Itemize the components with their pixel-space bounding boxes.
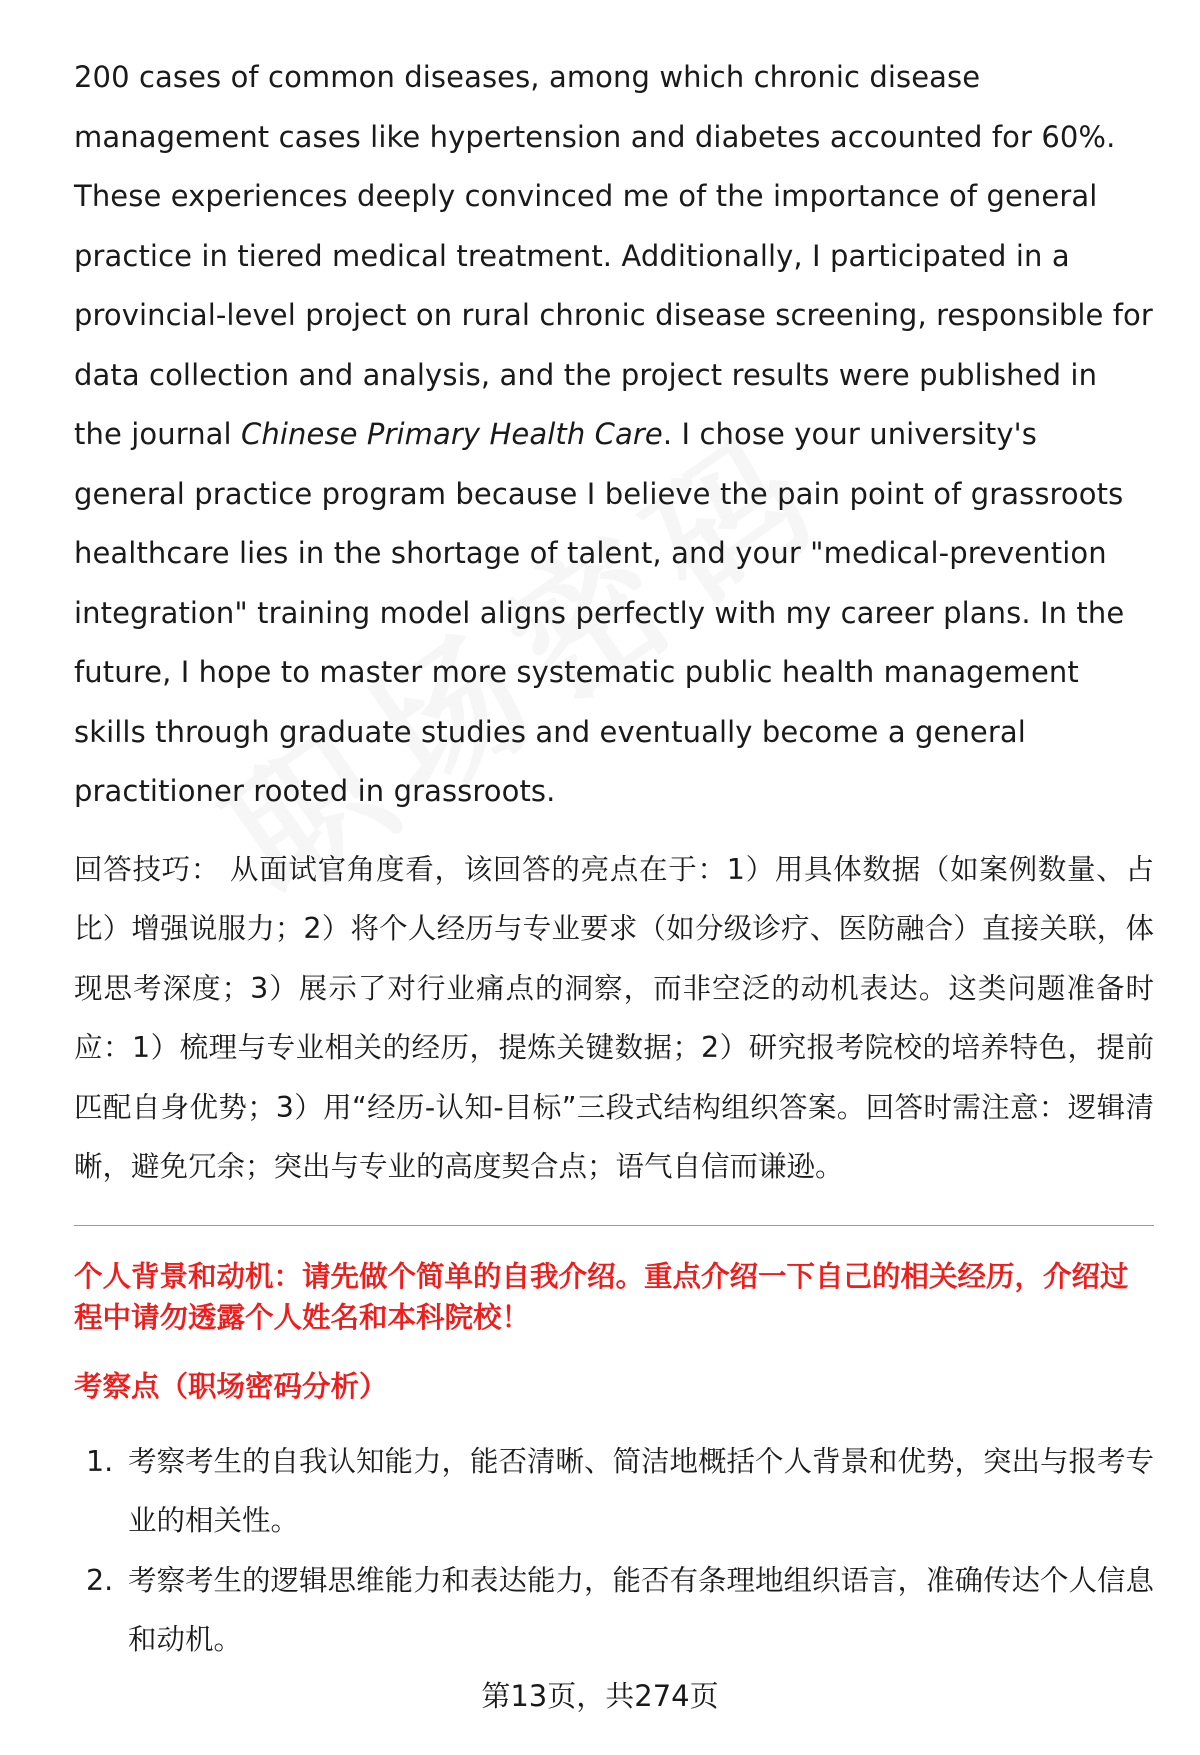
list-item-number: 1. bbox=[86, 1444, 114, 1478]
list-item-number: 2. bbox=[86, 1563, 114, 1597]
page-content bbox=[74, 48, 1154, 1670]
journal-title: Chinese Primary Health Care bbox=[241, 417, 663, 451]
section-divider bbox=[74, 1225, 1154, 1226]
answer-tips: 回答技巧： 从面试官角度看，该回答的亮点在于：1）用具体数据（如案例数量、占比）增强说服力；2）将个人经历与专业要求（如分级诊疗、医防融合）直接关联，体现思考深度；3）展示了对行业痛点的洞察，而非空泛的动机表达。这类问题准备时应：1）梳理与专业相关的经历，提炼关键数据；2）研究报考院校的培养特色，提前匹配自身优势；3）用“经历-认知-目标”三段式结构组织答案。回答时需注意：逻辑清晰，避免冗余；突出与专业的高度契合点；语气自信而谦逊。 bbox=[74, 852, 1154, 1183]
answer-text-after: . I chose your university's general practice program because I believe the pain point of grassroots healthcare lies in the shortage of talent, and your "medical-prevention integration" training model aligns perfectly with my career plans. In the future, I hope to master more systematic public health management skills through graduate studies and eventually become a general practitioner rooted in grassroots. bbox=[74, 417, 1125, 808]
answer-text-before: 200 cases of common diseases, among which chronic disease management cases like hypertension and diabetes accounted for 60%. These experiences deeply convinced me of the importance of general practice in tiered medical treatment. Additionally, I participated in a provincial-level project on rural chronic disease screening, responsible for data collection and analysis, and the project results were published in the journal bbox=[74, 60, 1153, 451]
question-heading: 个人背景和动机：请先做个简单的自我介绍。重点介绍一下自己的相关经历，介绍过程中请勿透露个人姓名和本科院校！ bbox=[74, 1259, 1129, 1334]
list-item bbox=[74, 1432, 1154, 1551]
list-item-text: 考察考生的逻辑思维能力和表达能力，能否有条理地组织语言，准确传达个人信息和动机。 bbox=[128, 1563, 1155, 1656]
assessment-points-list bbox=[74, 1432, 1154, 1670]
list-item bbox=[74, 1551, 1154, 1670]
list-item-text: 考察考生的自我认知能力，能否清晰、简洁地概括个人背景和优势，突出与报考专业的相关性。 bbox=[128, 1444, 1155, 1537]
page-number-footer: 第13页，共274页 bbox=[481, 1679, 719, 1713]
assessment-points-title: 考察点（职场密码分析） bbox=[74, 1369, 388, 1403]
answer-paragraph bbox=[74, 48, 1154, 822]
